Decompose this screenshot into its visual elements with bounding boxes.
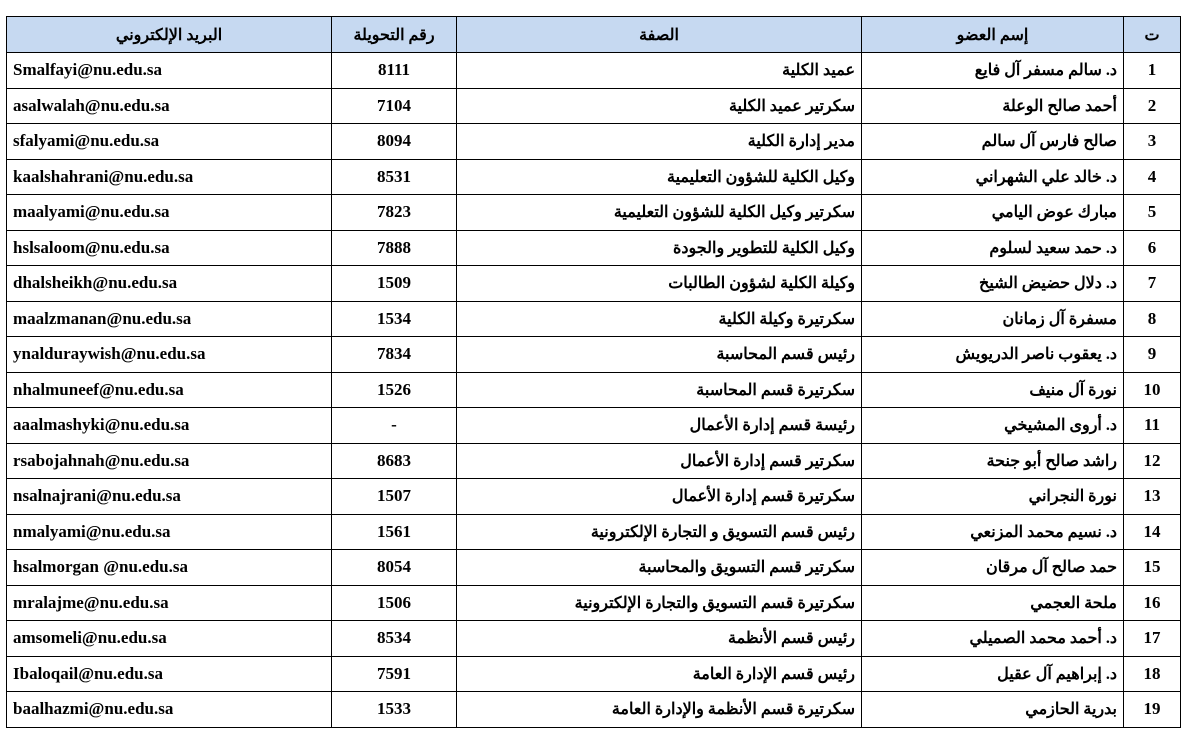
table-row: [7, 692, 1181, 728]
extension-cell: 1526: [332, 372, 457, 408]
table-row: [7, 159, 1181, 195]
member-name-cell: د. سالم مسفر آل فايع: [862, 53, 1124, 89]
title-cell: رئيس قسم الإدارة العامة: [457, 656, 862, 692]
header-email: البريد الإلكتروني: [7, 17, 332, 53]
extension-cell: 7104: [332, 88, 457, 124]
header-title: الصفة: [457, 17, 862, 53]
email-cell: dhalsheikh@nu.edu.sa: [7, 266, 332, 302]
email-cell: baalhazmi@nu.edu.sa: [7, 692, 332, 728]
table-row: [7, 443, 1181, 479]
title-cell: سكرتيرة قسم الأنظمة والإدارة العامة: [457, 692, 862, 728]
extension-cell: 8534: [332, 621, 457, 657]
title-cell: وكيل الكلية للتطوير والجودة: [457, 230, 862, 266]
row-number-cell: 1: [1124, 53, 1181, 89]
title-cell: سكرتيرة وكيلة الكلية: [457, 301, 862, 337]
member-name-cell: د. إبراهيم آل عقيل: [862, 656, 1124, 692]
title-cell: وكيل الكلية للشؤون التعليمية: [457, 159, 862, 195]
table-row: [7, 514, 1181, 550]
table-header: [7, 17, 1181, 53]
table-row: [7, 585, 1181, 621]
table-row: [7, 266, 1181, 302]
title-cell: رئيس قسم الأنظمة: [457, 621, 862, 657]
row-number-cell: 10: [1124, 372, 1181, 408]
row-number-cell: 8: [1124, 301, 1181, 337]
extension-cell: 7888: [332, 230, 457, 266]
email-cell: nmalyami@nu.edu.sa: [7, 514, 332, 550]
table-row: [7, 195, 1181, 231]
table-row: [7, 656, 1181, 692]
member-name-cell: مبارك عوض اليامي: [862, 195, 1124, 231]
member-name-cell: حمد صالح آل مرقان: [862, 550, 1124, 586]
table-row: [7, 479, 1181, 515]
row-number-cell: 13: [1124, 479, 1181, 515]
member-name-cell: صالح فارس آل سالم: [862, 124, 1124, 160]
email-cell: hslsaloom@nu.edu.sa: [7, 230, 332, 266]
row-number-cell: 4: [1124, 159, 1181, 195]
extension-cell: 1506: [332, 585, 457, 621]
table-row: [7, 621, 1181, 657]
email-cell: aaalmashyki@nu.edu.sa: [7, 408, 332, 444]
email-cell: rsabojahnah@nu.edu.sa: [7, 443, 332, 479]
email-cell: amsomeli@nu.edu.sa: [7, 621, 332, 657]
table-row: [7, 372, 1181, 408]
email-cell: asalwalah@nu.edu.sa: [7, 88, 332, 124]
table-row: [7, 88, 1181, 124]
title-cell: سكرتير عميد الكلية: [457, 88, 862, 124]
table-row: [7, 550, 1181, 586]
title-cell: سكرتيرة قسم التسويق والتجارة الإلكترونية: [457, 585, 862, 621]
member-name-cell: د. أحمد محمد الصميلي: [862, 621, 1124, 657]
member-name-cell: ملحة العجمي: [862, 585, 1124, 621]
extension-cell: 1509: [332, 266, 457, 302]
member-name-cell: د. نسيم محمد المزنعي: [862, 514, 1124, 550]
row-number-cell: 2: [1124, 88, 1181, 124]
row-number-cell: 15: [1124, 550, 1181, 586]
row-number-cell: 7: [1124, 266, 1181, 302]
extension-cell: 7823: [332, 195, 457, 231]
table-row: [7, 408, 1181, 444]
row-number-cell: 9: [1124, 337, 1181, 373]
email-cell: mralajme@nu.edu.sa: [7, 585, 332, 621]
member-name-cell: د. خالد علي الشهراني: [862, 159, 1124, 195]
member-name-cell: د. أروى المشيخي: [862, 408, 1124, 444]
member-name-cell: د. يعقوب ناصر الدريويش: [862, 337, 1124, 373]
email-cell: nsalnajrani@nu.edu.sa: [7, 479, 332, 515]
table-row: [7, 53, 1181, 89]
extension-cell: 8683: [332, 443, 457, 479]
title-cell: سكرتيرة قسم المحاسبة: [457, 372, 862, 408]
email-cell: nhalmuneef@nu.edu.sa: [7, 372, 332, 408]
extension-cell: 1561: [332, 514, 457, 550]
title-cell: رئيس قسم التسويق و التجارة الإلكترونية: [457, 514, 862, 550]
header-member-name: إسم العضو: [862, 17, 1124, 53]
title-cell: سكرتيرة قسم إدارة الأعمال: [457, 479, 862, 515]
header-number: ت: [1124, 17, 1181, 53]
extension-cell: 1533: [332, 692, 457, 728]
extension-cell: 8054: [332, 550, 457, 586]
row-number-cell: 11: [1124, 408, 1181, 444]
header-extension: رقم التحويلة: [332, 17, 457, 53]
row-number-cell: 17: [1124, 621, 1181, 657]
extension-cell: 7834: [332, 337, 457, 373]
extension-cell: 7591: [332, 656, 457, 692]
table-row: [7, 337, 1181, 373]
member-name-cell: مسفرة آل زمانان: [862, 301, 1124, 337]
title-cell: عميد الكلية: [457, 53, 862, 89]
member-name-cell: د. حمد سعيد لسلوم: [862, 230, 1124, 266]
title-cell: سكرتير قسم إدارة الأعمال: [457, 443, 862, 479]
email-cell: Smalfayi@nu.edu.sa: [7, 53, 332, 89]
member-name-cell: راشد صالح أبو جنحة: [862, 443, 1124, 479]
extension-cell: 1534: [332, 301, 457, 337]
extension-cell: 8531: [332, 159, 457, 195]
table-row: [7, 230, 1181, 266]
table-body: [7, 53, 1181, 728]
title-cell: سكرتير قسم التسويق والمحاسبة: [457, 550, 862, 586]
member-name-cell: أحمد صالح الوعلة: [862, 88, 1124, 124]
extension-cell: 8111: [332, 53, 457, 89]
extension-cell: 1507: [332, 479, 457, 515]
header-row: [7, 17, 1181, 53]
title-cell: رئيسة قسم إدارة الأعمال: [457, 408, 862, 444]
email-cell: hsalmorgan @nu.edu.sa: [7, 550, 332, 586]
row-number-cell: 5: [1124, 195, 1181, 231]
email-cell: maalyami@nu.edu.sa: [7, 195, 332, 231]
extension-cell: -: [332, 408, 457, 444]
title-cell: رئيس قسم المحاسبة: [457, 337, 862, 373]
row-number-cell: 3: [1124, 124, 1181, 160]
staff-directory-table: [6, 16, 1181, 728]
row-number-cell: 18: [1124, 656, 1181, 692]
row-number-cell: 12: [1124, 443, 1181, 479]
email-cell: ynalduraywish@nu.edu.sa: [7, 337, 332, 373]
email-cell: Ibaloqail@nu.edu.sa: [7, 656, 332, 692]
row-number-cell: 19: [1124, 692, 1181, 728]
row-number-cell: 14: [1124, 514, 1181, 550]
title-cell: مدير إدارة الكلية: [457, 124, 862, 160]
table-row: [7, 124, 1181, 160]
email-cell: kaalshahrani@nu.edu.sa: [7, 159, 332, 195]
extension-cell: 8094: [332, 124, 457, 160]
title-cell: وكيلة الكلية لشؤون الطالبات: [457, 266, 862, 302]
member-name-cell: نورة آل منيف: [862, 372, 1124, 408]
email-cell: sfalyami@nu.edu.sa: [7, 124, 332, 160]
row-number-cell: 16: [1124, 585, 1181, 621]
member-name-cell: د. دلال حضيض الشيخ: [862, 266, 1124, 302]
email-cell: maalzmanan@nu.edu.sa: [7, 301, 332, 337]
row-number-cell: 6: [1124, 230, 1181, 266]
title-cell: سكرتير وكيل الكلية للشؤون التعليمية: [457, 195, 862, 231]
member-name-cell: بدرية الحازمي: [862, 692, 1124, 728]
member-name-cell: نورة النجراني: [862, 479, 1124, 515]
table-row: [7, 301, 1181, 337]
